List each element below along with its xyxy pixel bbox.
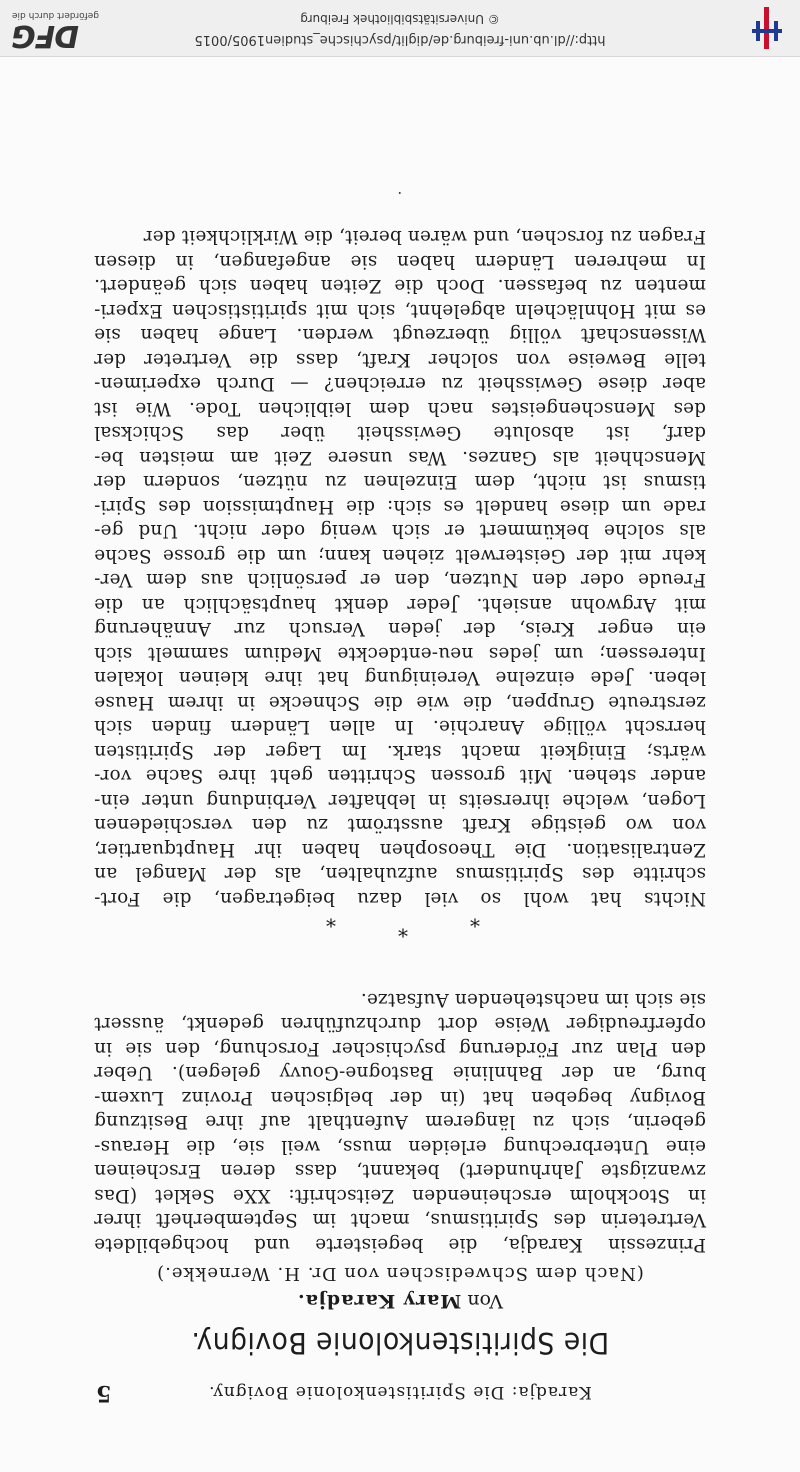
text-line: Zentralisation. Die Theosophen haben ihr Hauptquartier, [94,839,706,860]
article-title: Die Spiritistenkolonie Bovigny. [190,1326,610,1360]
text-line: herrscht völlige Anarchie. In allen Ländern finden sich [94,716,706,738]
source-url[interactable]: http://dl.ub.uni-freiburg.de/diglit/psychische_studien1905/0015 [194,32,606,47]
text-line: telle Beweise von solcher Kraft, dass die Vertreter der [94,349,706,370]
text-line: Logen, welche ihrerseits in lebhafter Verbindung unter ein- [94,790,706,811]
text-line: von wo geistige Kraft ausströmt zu den verschiedenen [94,814,706,836]
text-line: Vertreterin des Spiritismus, macht im Septemberheft ihrer [94,1209,706,1231]
text-line: kehr mit der Geisterwelt ziehen kann; um die grosse Sache [94,545,706,566]
text-line: sie sich im nachstehenden Aufsatze. [360,989,706,1010]
running-head [96,1372,704,1406]
asterisk: * [470,908,480,932]
article-subtitle: (Nach dem Schwedischen von Dr. H. Wernekke.) [156,1263,644,1284]
text-line: in Stockholm erscheinenden Zeitschrift: XXe Seklet (Das [94,1185,706,1206]
dfg-mark: DFG [12,18,80,53]
text-line: ein enger Kreis, der jeden Versuch zur Annäherung [94,618,706,640]
byline-prefix: Von [467,1290,503,1312]
text-line: Nichts hat wohl so viel dazu beigetragen, die Fort- [94,888,706,909]
byline [96,1290,704,1312]
text-line: geberin, sich zu längerem Aufenthalt auf ihre Besitzung [94,1111,706,1133]
paragraph-main [94,224,706,910]
author-name: Mary Karadja. [297,1290,462,1312]
text-line: rade um diese handelt es sich: die Hauptmission des Spiri- [94,496,706,517]
text-line: Bovigny begeben hat (in der belgischen Provinz Luxem- [94,1087,706,1108]
text-line: zwanzigste Jahrhundert) bekannt, dass deren Erscheinen [94,1160,706,1182]
text-line: ander stehen. Mit grossen Schritten geht ihre Sache vor- [94,765,706,787]
text-line: In mehreren Ländern haben sie angefangen, in diesen [94,251,706,272]
paragraph-intro [94,987,706,1257]
text-line: schritte des Spiritismus aufzuhalten, als der Mangel an [94,863,706,885]
text-line: leben. Jede einzelne Vereinigung hat ihre kleinen lokalen [94,667,706,689]
text-line: Interessen; um jedes neu-entdeckte Medium sammelt sich [94,643,706,664]
dfg-logo [12,6,108,53]
digitization-footer [0,0,800,57]
text-line: Fragen zu forschen, und wären bereit, die Wirklichkeit der [143,226,706,248]
text-line: aber diese Gewissheit zu erreichen? — Durch experimen- [94,373,706,395]
text-line: darf, ist absolute Gewissheit über das Schicksal [94,422,706,444]
text-line: wärts; Einigkeit macht stark. Im Lager der Spiritisten [94,741,706,762]
text-line: Menschheit als Ganzes. Was unsere Zeit am meisten be- [94,447,706,468]
section-break [300,908,500,942]
asterisk: * [398,918,408,942]
text-line: des Menschengeistes nach dem leiblichen Tode. Wie ist [94,398,706,419]
text-line: opferfreudiger Weise dort durchzuführen gedenkt, äussert [94,1013,706,1035]
text-line: es mit Hohnlächeln abgelehnt, sich mit spiritistischen Experi- [94,300,706,321]
text-line: Wissenschaft völlig überzeugt werden. Lange haben sie [94,324,706,346]
text-line: als solche bekümmert er sich wenig oder nicht. Und ge- [94,520,706,542]
page-number: 5 [96,1380,112,1406]
text-line: zerstreute Gruppen, die wie die Schnecke in ihrem Hause [94,692,706,713]
text-line: Freude oder den Nutzen, den er persönlich aus dem Ver- [94,569,706,591]
running-head-title: Karadja: Die Spiritistenkolonie Bovigny. [208,1382,592,1402]
text-line: mit Argwohn ansieht. Jeder denkt hauptsächlich an die [94,594,706,615]
text-line: burg, an der Bahnlinie Bastogne-Gouvy gelegen). Ueber [94,1062,706,1084]
text-line: Prinzessin Karadja, die begeisterte und hochgebildete [94,1234,706,1255]
copyright-notice: © Universitätsbibliothek Freiburg [300,12,500,26]
text-line: den Plan zur Förderung psychischer Forschung, den sie in [94,1038,706,1059]
text-line: tismus ist nicht, dem Einzelnen zu nützen, sondern der [94,471,706,493]
text-line: menten zu befassen. Doch die Zeiten haben sich geändert. [94,275,706,297]
dfg-sub: gefördert durch die [12,10,99,20]
asterisk: * [326,908,336,932]
text-line: eine Unterbrechung erleiden muss, weil sie, die Heraus- [94,1136,706,1157]
stray-mark: . [397,188,402,204]
